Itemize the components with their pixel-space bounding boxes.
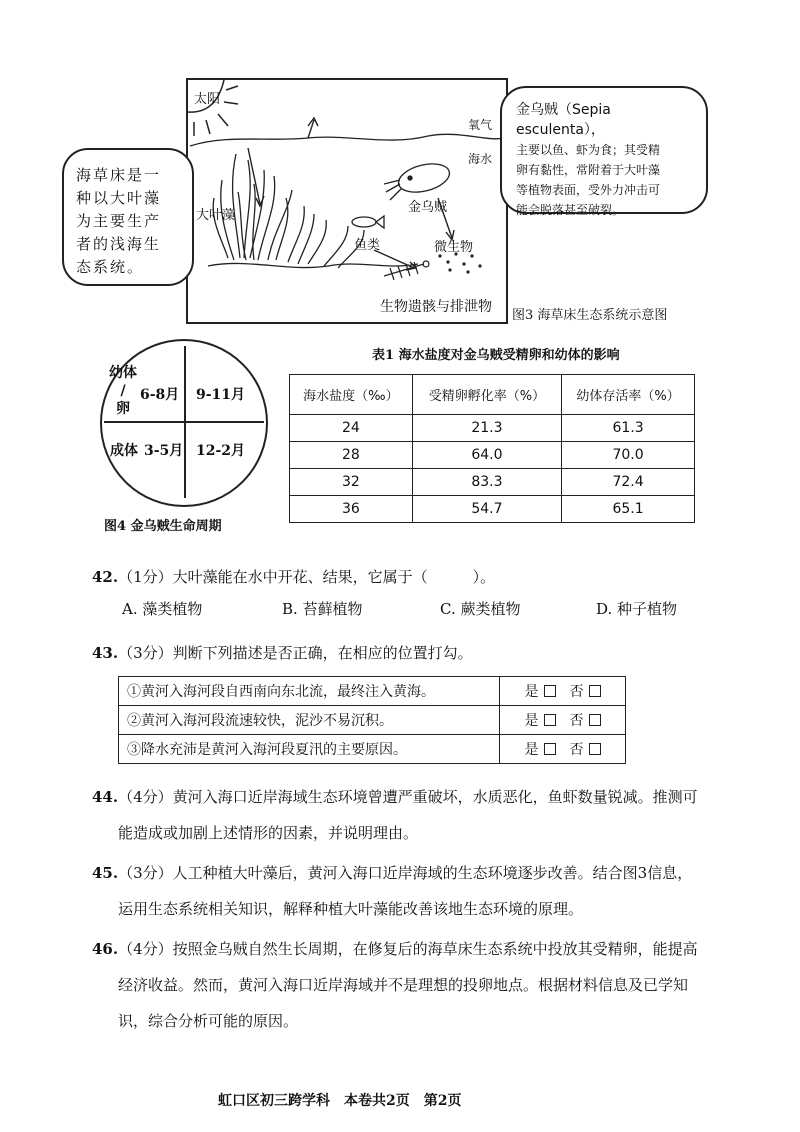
question-46 <box>92 934 732 1036</box>
question-number: 46. <box>92 940 119 958</box>
option-a: A. 藻类植物 <box>122 600 203 618</box>
note-line: 态系统。 <box>76 258 145 276</box>
no-label: 否 <box>569 684 585 700</box>
stage-juvenile-egg <box>108 364 138 418</box>
table-cell: 64.0 <box>412 442 561 469</box>
table-row <box>119 677 626 706</box>
table-row <box>290 496 695 523</box>
salinity-table <box>289 374 695 523</box>
table-cell: 54.7 <box>412 496 561 523</box>
statement: ①黄河入海河段自西南向东北流，最终注入黄海。 <box>119 677 500 706</box>
no-label: 否 <box>569 742 585 758</box>
microbes-icon <box>438 252 481 273</box>
answer-cell <box>500 735 626 764</box>
question-text: （3分）人工种植大叶藻后，黄河入海口近岸海域的生态环境逐步改善。结合图3信息， <box>118 864 693 882</box>
note-line: 为主要生产 <box>76 212 162 230</box>
kelp-plants <box>213 154 364 268</box>
question-text: 识，综合分析可能的原因。 <box>118 1012 299 1030</box>
cuttlefish-label: 金乌贼 <box>408 200 448 215</box>
yes-checkbox[interactable] <box>544 685 556 697</box>
table-cell: 70.0 <box>562 442 695 469</box>
oxygen-label: 氧气 <box>468 118 493 132</box>
stage-label: / <box>120 383 126 399</box>
table-cell: 24 <box>290 415 413 442</box>
month-range: 3-5月 <box>144 443 184 459</box>
seagrass-ecosystem-illustration <box>188 80 506 322</box>
cuttlefish-note <box>500 86 708 217</box>
table-row <box>290 442 695 469</box>
question-45 <box>92 858 732 924</box>
question-number: 42. <box>92 568 119 586</box>
stage-label: 卵 <box>116 401 130 417</box>
table-cell: 83.3 <box>412 469 561 496</box>
yes-label: 是 <box>524 742 540 758</box>
no-checkbox[interactable] <box>589 743 601 755</box>
seagrass-bed-note <box>62 148 194 286</box>
option-c: C. 蕨类植物 <box>440 600 521 618</box>
question-43 <box>92 638 473 668</box>
note-title: 金乌贼（Sepia esculenta）， <box>516 102 611 138</box>
option-d: D. 种子植物 <box>596 600 678 618</box>
table-cell: 61.3 <box>562 415 695 442</box>
table-cell: 28 <box>290 442 413 469</box>
answer-cell <box>500 677 626 706</box>
note-line: 种以大叶藻 <box>76 189 162 207</box>
sun-label: 太阳 <box>194 92 221 107</box>
column-header: 受精卵孵化率（%） <box>412 375 561 415</box>
seabed <box>208 263 418 267</box>
table-row <box>119 706 626 735</box>
table-cell: 32 <box>290 469 413 496</box>
note-line: 者的浅海生 <box>76 235 162 253</box>
table-cell: 21.3 <box>412 415 561 442</box>
note-line: 等植物表面，受外力冲击可 <box>516 183 661 197</box>
month-range: 9-11月 <box>196 387 246 403</box>
question-42 <box>92 562 495 592</box>
table-row <box>119 735 626 764</box>
question-text: 经济收益。然而，黄河入海口近岸海域并不是理想的投卵地点。根据材料信息及已学知 <box>118 976 689 994</box>
note-line: 主要以鱼、虾为食；其受精 <box>516 143 661 157</box>
life-cycle-divider-horizontal <box>104 421 264 423</box>
table-cell: 36 <box>290 496 413 523</box>
question-number: 45. <box>92 864 119 882</box>
question-text: （1分）大叶藻能在水中开花、结果，它属于（ ）。 <box>118 568 496 586</box>
note-line: 海草床是一 <box>76 166 162 184</box>
seawater-label: 海水 <box>468 152 493 166</box>
table-row <box>290 415 695 442</box>
table-header-row <box>290 375 695 415</box>
yes-label: 是 <box>524 684 540 700</box>
kelp-label: 大叶藻 <box>196 208 236 223</box>
cuttlefish-icon <box>384 159 452 200</box>
question-text: （4分）按照金乌贼自然生长周期，在修复后的海草床生态系统中投放其受精卵，能提高 <box>118 940 698 958</box>
table-cell: 72.4 <box>562 469 695 496</box>
judgment-table <box>118 676 626 764</box>
question-number: 43. <box>92 644 119 662</box>
stage-adult: 成体 <box>110 443 138 459</box>
question-text: （4分）黄河入海口近岸海域生态环境曾遭严重破坏，水质恶化，鱼虾数量锐减。推测可 <box>118 788 698 806</box>
microbes-label: 微生物 <box>434 240 474 255</box>
no-checkbox[interactable] <box>589 685 601 697</box>
flow-arrows <box>248 118 454 270</box>
yes-checkbox[interactable] <box>544 714 556 726</box>
figure3-diagram <box>186 78 508 324</box>
month-range: 12-2月 <box>196 443 246 459</box>
water-surface <box>190 134 504 146</box>
figure3-caption: 图3 海草床生态系统示意图 <box>512 308 668 323</box>
page-footer: 虹口区初三跨学科 本卷共2页 第2页 <box>218 1093 462 1109</box>
column-header: 幼体存活率（%） <box>562 375 695 415</box>
table1-caption: 表1 海水盐度对金乌贼受精卵和幼体的影响 <box>372 348 620 363</box>
note-line: 能会脱落甚至破裂。 <box>516 203 625 217</box>
note-line: 卵有黏性，常附着于大叶藻 <box>516 163 661 177</box>
question-text: 能造成或加剧上述情形的因素，并说明理由。 <box>118 824 419 842</box>
table-row <box>290 469 695 496</box>
column-header: 海水盐度（‰） <box>290 375 413 415</box>
question-text: （3分）判断下列描述是否正确，在相应的位置打勾。 <box>118 644 473 662</box>
no-label: 否 <box>569 713 585 729</box>
question-number: 44. <box>92 788 119 806</box>
question-text: 运用生态系统相关知识，解释种植大叶藻能改善该地生态环境的原理。 <box>118 900 584 918</box>
no-checkbox[interactable] <box>589 714 601 726</box>
figure4-caption: 图4 金乌贼生命周期 <box>104 519 222 534</box>
answer-cell <box>500 706 626 735</box>
month-range: 6-8月 <box>140 387 180 403</box>
option-b: B. 苔藓植物 <box>282 600 363 618</box>
fish-icon <box>352 216 384 228</box>
statement: ②黄河入海河段流速较快，泥沙不易沉积。 <box>119 706 500 735</box>
fish-label: 鱼类 <box>354 238 381 253</box>
stage-label: 幼体 <box>109 365 137 381</box>
yes-checkbox[interactable] <box>544 743 556 755</box>
question-44 <box>92 782 732 848</box>
statement: ③降水充沛是黄河入海河段夏汛的主要原因。 <box>119 735 500 764</box>
yes-label: 是 <box>524 713 540 729</box>
table-cell: 65.1 <box>562 496 695 523</box>
remains-label: 生物遗骸与排泄物 <box>380 299 492 315</box>
